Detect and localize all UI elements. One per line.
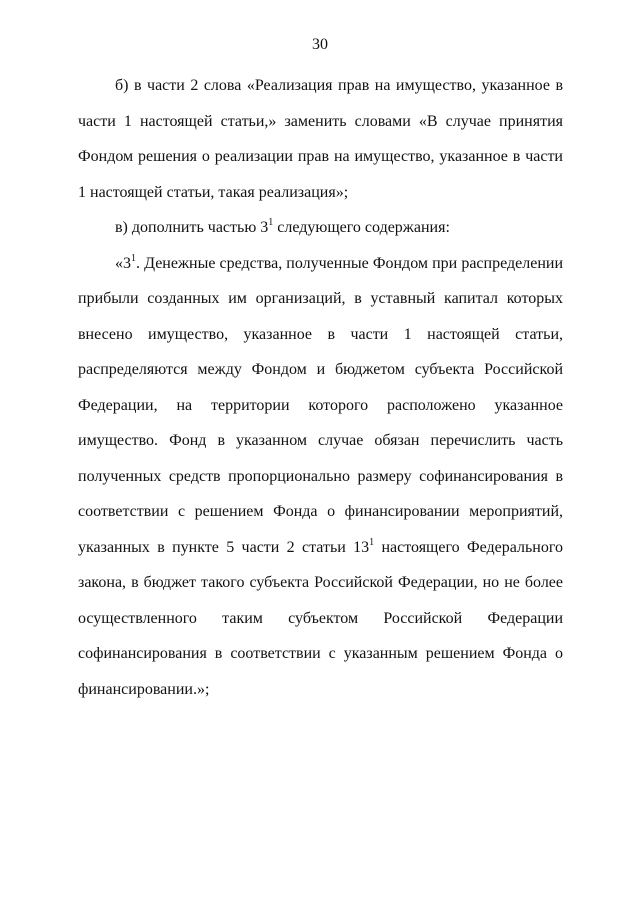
superscript: 1 (268, 217, 274, 228)
superscript: 1 (369, 536, 375, 548)
part-text: . Денежные средства, полученные Фондом при распределении прибыли созданных им организаций, в уставный капитал которых внесено имущество, указанное в части 1 настоящей статьи, распределяются между Фондом и бюджетом субъекта Российской Федерации, на территории которого расположено указанное имущество. Фонд в указанном случае обязан перечислить часть полученных средств пропорционально размеру софинансирования в соответствии с решением Фонда о финансировании мероприятий, указанных в пункте 5 части 2 статьи 13 (78, 254, 563, 556)
paragraph-b: б) в части 2 слова «Реализация прав на имущество, указанное в части 1 настоящей статьи,» заменить словами «В случае принятия Фондом решения о реализации прав на имущество, указанное в части 1 настоящей статьи, такая реализация»; (78, 77, 563, 201)
superscript: 1 (131, 252, 136, 264)
part-number: «3 (115, 254, 131, 272)
paragraph-v (78, 210, 563, 246)
document-body (78, 68, 563, 707)
paragraph-part-3-1 (78, 246, 563, 708)
paragraph-v-text-end: следующего содержания: (273, 219, 450, 236)
part-text-end: настоящего Федерального закона, в бюджет такого субъекта Российской Федерации, но не более осуществленного таким субъектом Российской Федерации софинансирования в соответствии с указанным решением Фонда о финансировании.»; (78, 538, 563, 698)
page-number: 30 (312, 36, 328, 53)
paragraph-v-text: в) дополнить частью 3 (115, 219, 269, 236)
